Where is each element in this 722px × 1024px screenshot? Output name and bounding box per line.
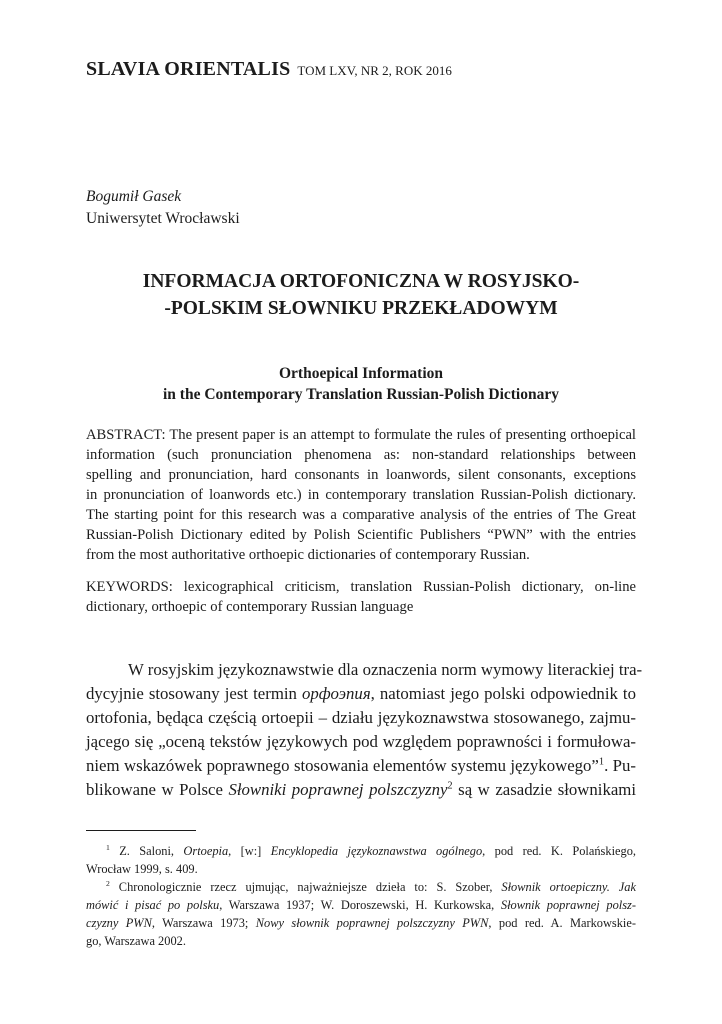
text-span: Z. Saloni,	[109, 844, 184, 858]
body-line	[86, 754, 636, 778]
cited-title: Słownik poprawnej polsz-	[500, 898, 636, 912]
english-title-line-2: in the Contemporary Translation Russian-Polish Dictionary	[163, 386, 559, 403]
keywords-line: KEYWORDS: lexicographical criticism, translation Russian-Polish dictionary, on-line	[86, 579, 636, 595]
abstract-line: ABSTRACT: The present paper is an attempt to formulate the rules of presenting orthoepical	[86, 427, 636, 443]
cited-title: mówić i pisać po polsku	[86, 898, 220, 912]
body-line: ortofonia, będąca częścią ortoepii – działu językoznawstwa stosowanego, zajmu-	[86, 708, 636, 727]
footnote-line	[86, 914, 636, 932]
cited-title: Słowniki poprawnej polszczyzny	[228, 780, 448, 799]
footnote-line	[106, 842, 636, 860]
text-span: , [w:]	[228, 844, 271, 858]
journal-header	[86, 58, 452, 81]
text-span: . Pu-	[604, 756, 636, 775]
body-line	[86, 682, 636, 706]
cited-title: Słownik ortoepiczny. Jak	[501, 880, 636, 894]
text-span: , Warszawa 1937; W. Doroszewski, H. Kurkowska,	[219, 898, 501, 912]
footnote-number: 1	[106, 842, 110, 852]
article-title-line-1: INFORMACJA ORTOFONICZNA W ROSYJSKO-	[142, 271, 580, 292]
body-line: jącego się „oceną tekstów językowych pod względem poprawności i formułowa-	[86, 732, 636, 751]
cited-title: czyzny PWN	[86, 916, 152, 930]
abstract-line: from the most authoritative orthoepic dictionaries of contemporary Russian.	[86, 547, 530, 563]
author-affiliation: Uniwersytet Wrocławski	[86, 210, 240, 227]
body-line: W rosyjskim językoznawstwie dla oznaczenia norm wymowy literackiej tra-	[128, 660, 643, 679]
author-name: Bogumił Gasek	[86, 188, 182, 205]
text-span: , pod red. K. Polańskiego,	[482, 844, 636, 858]
footnote-ref[interactable]: 2	[447, 780, 453, 792]
text-span: , pod red. A. Markowskie-	[488, 916, 637, 930]
keywords-line: dictionary, orthoepic of contemporary Russian language	[86, 599, 414, 615]
text-span: , Warszawa 1973;	[151, 916, 256, 930]
journal-issue: TOM LXV, NR 2, ROK 2016	[297, 63, 452, 78]
text-span: niem wskazówek poprawnego stosowania elementów systemu językowego”	[86, 756, 599, 775]
text-span: blikowane w Polsce	[86, 780, 229, 799]
footnote-line: Wrocław 1999, s. 409.	[86, 862, 198, 876]
abstract-line: information (such pronunciation phenomena as: non-standard relationships between	[86, 447, 636, 463]
russian-term: орфоэпия	[302, 684, 371, 703]
footnote-ref[interactable]: 1	[598, 756, 605, 768]
cited-title: Ortoepia	[183, 844, 229, 858]
cited-title: Encyklopedia językoznawstwa ogólnego	[270, 844, 483, 858]
footnote-line: go, Warszawa 2002.	[86, 934, 186, 948]
english-title-line-1: Orthoepical Information	[278, 365, 444, 382]
footnote-divider	[86, 830, 196, 831]
abstract-line: spelling and pronunciation, hard consonants in loanwords, silent consonants, exceptions	[86, 467, 636, 483]
text-span: , natomiast jego polski odpowiednik to	[370, 684, 636, 703]
abstract-line: The starting point for this research was a comparative analysis of the entries of The Great	[86, 507, 636, 523]
cited-title: Nowy słownik poprawnej polszczyzny PWN	[255, 916, 489, 930]
footnote-number: 2	[106, 878, 110, 888]
journal-name: SLAVIA ORIENTALIS	[86, 58, 291, 80]
abstract-line: Russian-Polish Dictionary edited by Polish Scientific Publishers “PWN” with the entries	[86, 527, 636, 543]
body-line	[86, 778, 636, 802]
abstract-line: in pronunciation of loanwords etc.) in contemporary translation Russian-Polish dictionary.	[86, 487, 636, 503]
text-span: są w zasadzie słownikami	[452, 780, 637, 799]
article-title-line-2: -POLSKIM SŁOWNIKU PRZEKŁADOWYM	[164, 298, 558, 319]
text-span: Chronologicznie rzecz ujmując, najważniejsze dzieła to: S. Szober,	[109, 880, 502, 894]
footnote-line	[106, 878, 636, 896]
footnote-line	[86, 896, 636, 914]
text-span: dycyjnie stosowany jest termin	[86, 684, 302, 703]
